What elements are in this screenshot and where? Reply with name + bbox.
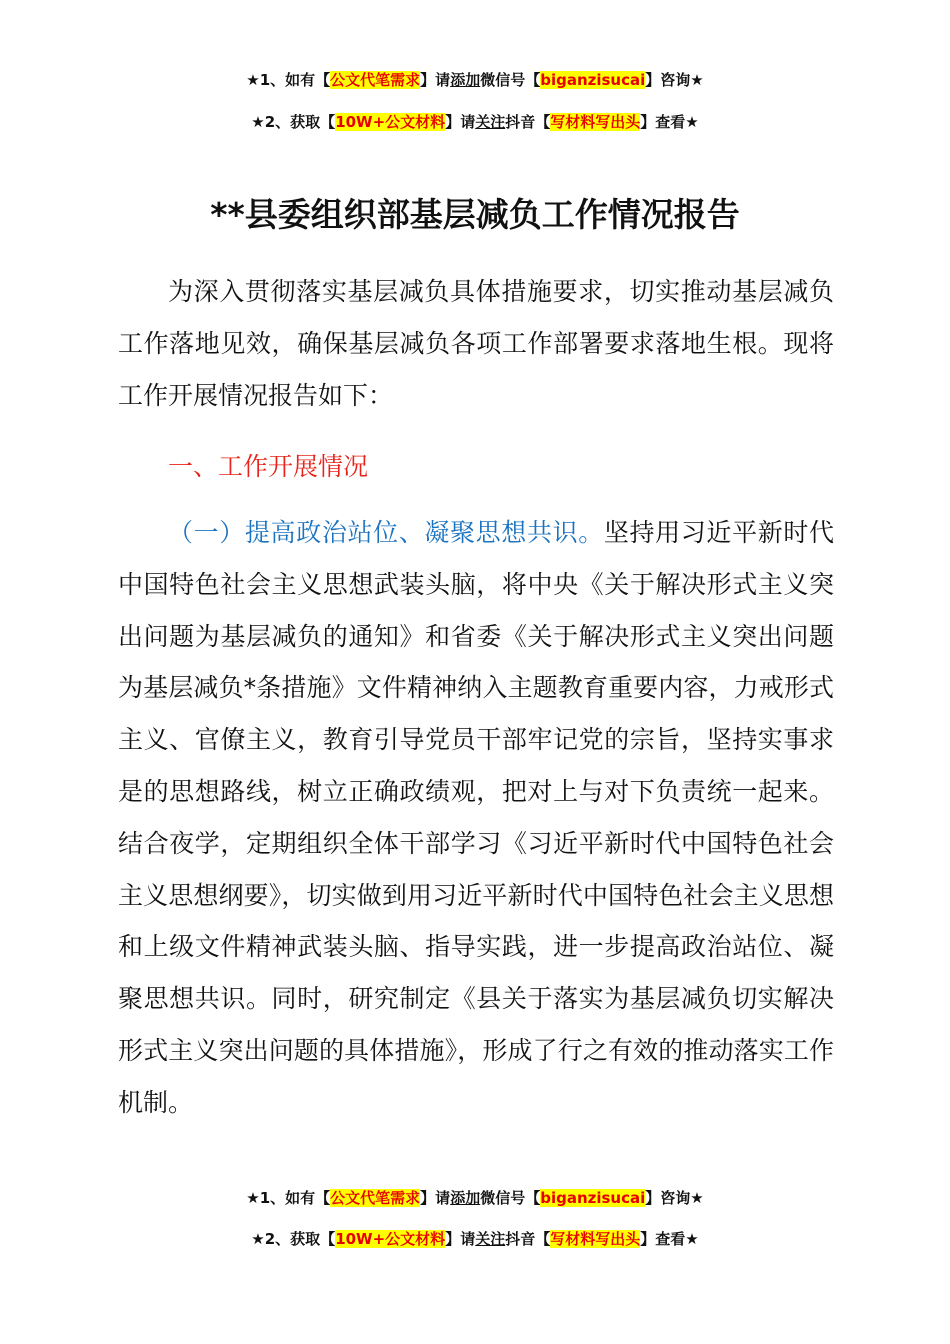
banner-text: 】请 xyxy=(445,1230,476,1248)
banner-text: 】咨询★ xyxy=(645,1189,704,1207)
banner-text: ★2、获取【 xyxy=(251,1230,336,1248)
banner-text: 微信号【 xyxy=(480,71,541,89)
banner-highlight: 写材料写出头 xyxy=(550,1230,641,1248)
subsection-body-1: 坚持用习近平新时代中国特色社会主义思想武装头脑，将中央《关于解决形式主义突出问题为基层减负的通知》和省委《关于解决形式主义突出问题为基层减负*条措施》文件精神纳入主题教育重要内容，力戒形式主义、官僚主义，教育引导党员干部牢记党的宗旨，坚持实事求是的思想路线，树立正确政绩观，把对上与对下负责统一起来。结合夜学，定期组织全体干部学习《习近平新时代中国特色社会主义思想纲要》，切实做到用习近平新时代中国特色社会主义思想和上级文件精神武装头脑、指导实践，进一步提高政治站位、凝聚思想共识。同时，研究制定《县关于落实为基层减负切实解决形式主义突出问题的具体措施》，形成了行之有效的推动落实工作机制。 xyxy=(118,518,834,1117)
banner-highlight: 写材料写出头 xyxy=(550,113,641,131)
banner-underline: 关注 xyxy=(475,113,506,131)
banner-underline: 关注 xyxy=(475,1230,506,1248)
subsection-paragraph-1 xyxy=(118,507,834,1129)
banner-text: ★1、如有【 xyxy=(246,71,331,89)
banner-underline: 添加 xyxy=(450,1189,481,1207)
banner-text: 】咨询★ xyxy=(645,71,704,89)
banner-text: 】请 xyxy=(420,71,451,89)
top-banner-line-1 xyxy=(0,69,950,91)
banner-highlight: 公文代笔需求 xyxy=(330,1189,421,1207)
banner-text: ★1、如有【 xyxy=(246,1189,331,1207)
banner-highlight: biganzisucai xyxy=(540,71,646,89)
banner-text: 微信号【 xyxy=(480,1189,541,1207)
banner-text: ★2、获取【 xyxy=(251,113,336,131)
bottom-banner-line-1 xyxy=(0,1187,950,1209)
banner-text: 抖音【 xyxy=(505,1230,551,1248)
intro-paragraph: 为深入贯彻落实基层减负具体措施要求，切实推动基层减负工作落地见效，确保基层减负各项工作部署要求落地生根。现将工作开展情况报告如下： xyxy=(118,277,834,410)
bottom-banner-line-2 xyxy=(0,1228,950,1250)
banner-highlight: 10W+公文材料 xyxy=(335,113,446,131)
banner-text: 】请 xyxy=(445,113,476,131)
banner-text: 】查看★ xyxy=(640,1230,699,1248)
banner-text: 抖音【 xyxy=(505,113,551,131)
top-banner-line-2 xyxy=(0,111,950,133)
subsection-heading-1: （一）提高政治站位、凝聚思想共识。 xyxy=(168,518,604,547)
document-title: **县委组织部基层减负工作情况报告 xyxy=(210,195,740,234)
section-heading-1: 一、工作开展情况 xyxy=(168,452,369,481)
banner-highlight: biganzisucai xyxy=(540,1189,646,1207)
banner-text: 】查看★ xyxy=(640,113,699,131)
banner-text: 】请 xyxy=(420,1189,451,1207)
banner-highlight: 公文代笔需求 xyxy=(330,71,421,89)
banner-highlight: 10W+公文材料 xyxy=(335,1230,446,1248)
banner-underline: 添加 xyxy=(450,71,481,89)
